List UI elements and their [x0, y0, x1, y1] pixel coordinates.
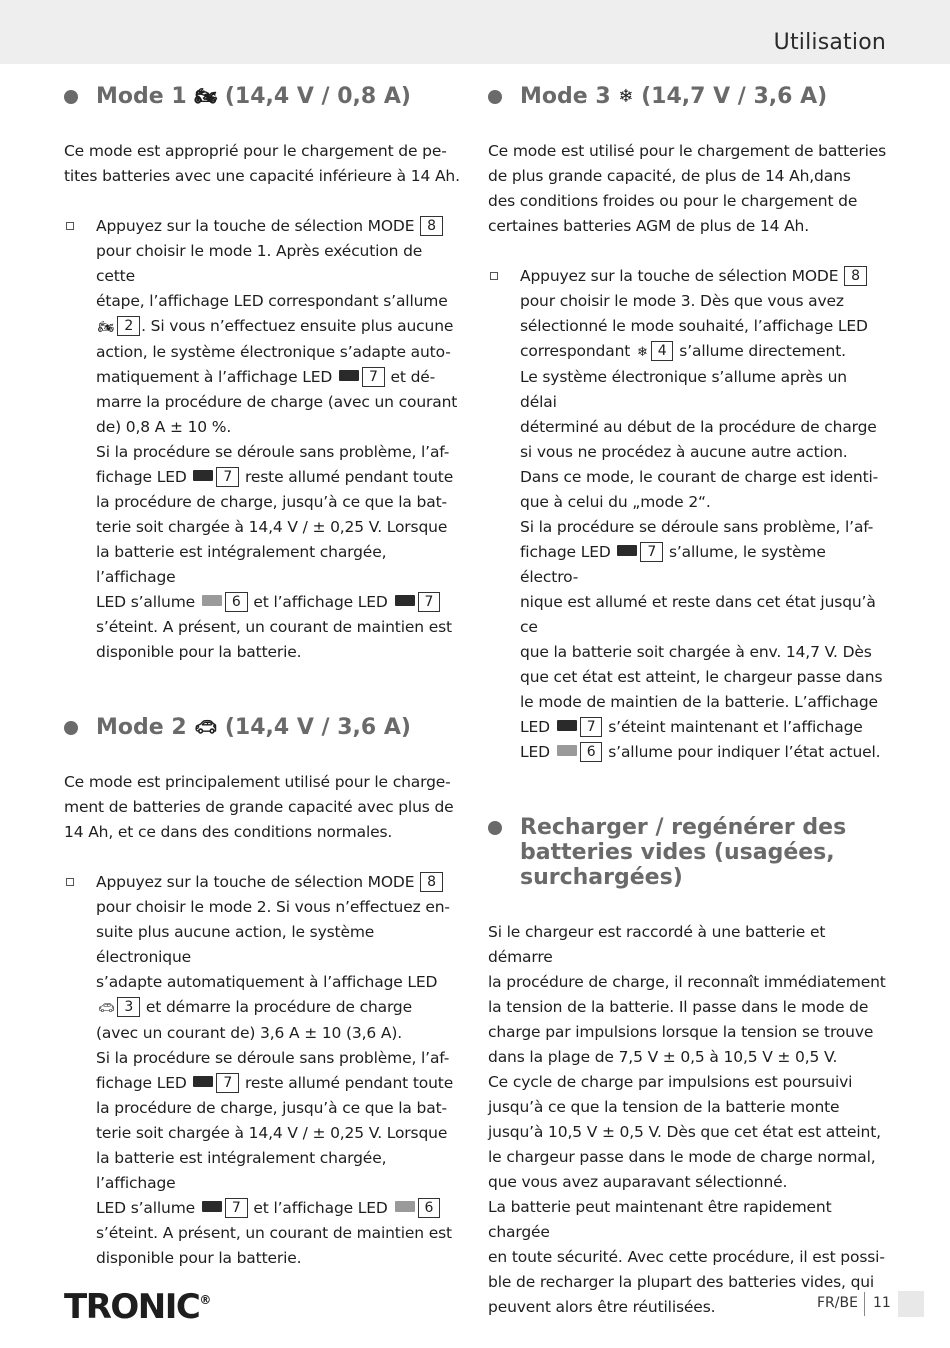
checkbox-bullet-icon — [490, 272, 498, 280]
led-lit-icon — [617, 545, 637, 556]
key-ref: 6 — [225, 592, 248, 612]
led-lit-icon — [193, 1076, 213, 1087]
snowflake-icon: ❄︎ — [636, 345, 648, 360]
footer-divider — [864, 1292, 865, 1316]
tronic-logo: TRONIC® — [64, 1287, 212, 1327]
key-ref: 2 — [117, 316, 140, 336]
recharge-text: Si le chargeur est raccordé à une batterie et démarre la procédure de charge, il reconnaît immédiatement la tension de la batterie. Il passe dans le mode de charge par impulsions lorsque la tension se trouve dans la plage de 7,5 V ± 0,5 à 10,5 V ± 0,5 V. Ce cycle de charge par impulsions est poursuivi jusqu’à ce que la tension de la batterie monte jusqu’à 10,5 V ± 0,5 V. Dès que cet état est atteint, le chargeur passe dans le mode de charge normal, que vous avez auparavant sélectionné. La batterie peut maintenant être rapidement chargée en toute sécurité. Avec cette procédure, il est possi- ble de recharger la plupart des batteries vides, qui peuvent alors être réutilisées. — [488, 923, 886, 1316]
heading-recharge: Recharger / regénérer des batteries vides (usagées, surchargées) — [488, 815, 888, 890]
heading-mode-3: Mode 3 ❄︎ (14,7 V / 3,6 A) — [488, 84, 888, 109]
mode-3-instructions: Appuyez sur la touche de sélection MODE 8 pour choisir le mode 3. Dès que vous avez sélectionné le mode souhaité, l’affichage LED correspondant ❄︎ 4 s’allume directement. Le système électronique s’allume après un délai déterminé au début de la procédure de charge si vous ne procédez à aucune autre action. Dans ce mode, le courant de charge est identi- que à celui du „mode 2“. Si la procédure se déroule sans problème, l’af- fichage LED 7 s’allume, le système électro- nique est allumé et reste dans cet état jusqu’à ce que la batterie soit chargée à env. 14,7 V. Dès que cet état est atteint, le chargeur passe dans le mode de maintien de la batterie. L’affichage LED 7 s’éteint maintenant et l’affichage LED 6 s’allume pour indiquer l’état actuel. — [488, 264, 888, 765]
heading-bullet-icon — [488, 821, 502, 835]
led-lit-icon — [202, 1201, 222, 1212]
led-unlit-icon — [202, 595, 222, 606]
footer-tab-marker — [898, 1291, 924, 1317]
key-ref: 6 — [418, 1198, 441, 1218]
key-ref: 7 — [418, 592, 441, 612]
mode-2-instructions: Appuyez sur la touche de sélection MODE 8 pour choisir le mode 2. Si vous n’effectuez en- suite plus aucune action, le système électronique s’adapte automatiquement à l’affichage LED 🚗︎ 3 et démarre la procédure de charge (avec un courant de) 3,6 A ± 10 (3,6 A). Si la procédure se déroule sans problème, l’af- fichage LED 7 reste allumé pendant toute la procédure de charge, jusqu’à ce que la bat- terie soit chargée à 14,4 V / ± 0,25 V. Lorsque la batterie est intégralement chargée, l’affichage LED s’allume 7 et l’affichage LED 6 s’éteint. A présent, un courant de maintien est disponible pour la batterie. — [64, 870, 464, 1271]
car-icon: 🚗︎ — [98, 1001, 115, 1016]
key-ref: 6 — [580, 742, 603, 762]
checkbox-bullet-icon — [66, 878, 74, 886]
key-ref: 8 — [844, 266, 867, 286]
motorcycle-icon: 🏍︎ — [98, 320, 115, 335]
mode-1-intro: Ce mode est approprié pour le chargement de pe- tites batteries avec une capacité inférieure à 14 Ah. — [64, 142, 460, 185]
left-column — [64, 84, 464, 1271]
led-unlit-icon — [395, 1201, 415, 1212]
checkbox-bullet-icon — [66, 222, 74, 230]
key-ref: 8 — [420, 216, 443, 236]
right-column — [488, 84, 888, 1320]
heading-bullet-icon — [488, 90, 502, 104]
key-ref: 7 — [225, 1198, 248, 1218]
key-ref: 8 — [420, 872, 443, 892]
heading-mode-2: Mode 2 🚗︎ (14,4 V / 3,6 A) — [64, 715, 464, 740]
key-ref: 7 — [216, 467, 239, 487]
mode-1-instructions: Appuyez sur la touche de sélection MODE 8 pour choisir le mode 1. Après exécution de cette étape, l’affichage LED correspondant s’allume 🏍︎ 2 . Si vous n’effectuez ensuite plus aucune action, le système électronique s’adapte auto- matiquement à l’affichage LED 7 et dé- marre la procédure de charge (avec un courant de) 0,8 A ± 10 %. Si la procédure se déroule sans problème, l’af- fichage LED 7 reste allumé pendant toute la procédure de charge, jusqu’à ce que la bat- terie soit chargée à 14,4 V / ± 0,25 V. Lorsque la batterie est intégralement chargée, l’affichage LED s’allume 6 et l’affichage LED 7 s’éteint. A présent, un courant de maintien est disponible pour la batterie. — [64, 214, 464, 665]
led-lit-icon — [193, 470, 213, 481]
key-ref: 7 — [640, 542, 663, 562]
led-lit-icon — [339, 370, 359, 381]
key-ref: 7 — [216, 1073, 239, 1093]
led-lit-icon — [557, 720, 577, 731]
motorcycle-icon: 🏍︎ — [194, 86, 218, 107]
car-icon: 🚗︎ — [194, 717, 218, 738]
key-ref: 7 — [580, 717, 603, 737]
mode-3-intro: Ce mode est utilisé pour le chargement de batteries de plus grande capacité, de plus de 14 Ah,dans des conditions froides ou pour le chargement de certaines batteries AGM de plus de 14 Ah. — [488, 142, 887, 235]
led-unlit-icon — [557, 745, 577, 756]
key-ref: 7 — [362, 367, 385, 387]
section-title: Utilisation — [773, 30, 886, 55]
page-number: 11 — [873, 1295, 891, 1311]
heading-bullet-icon — [64, 721, 78, 735]
heading-bullet-icon — [64, 90, 78, 104]
language-code: FR/BE — [817, 1295, 858, 1311]
mode-2-intro: Ce mode est principalement utilisé pour le charge- ment de batteries de grande capacité avec plus de 14 Ah, et ce dans des conditions normales. — [64, 773, 454, 841]
snowflake-icon: ❄︎ — [618, 86, 634, 107]
heading-mode-1: Mode 1 🏍︎ (14,4 V / 0,8 A) — [64, 84, 464, 109]
key-ref: 3 — [117, 997, 140, 1017]
key-ref: 4 — [651, 341, 674, 361]
led-lit-icon — [395, 595, 415, 606]
